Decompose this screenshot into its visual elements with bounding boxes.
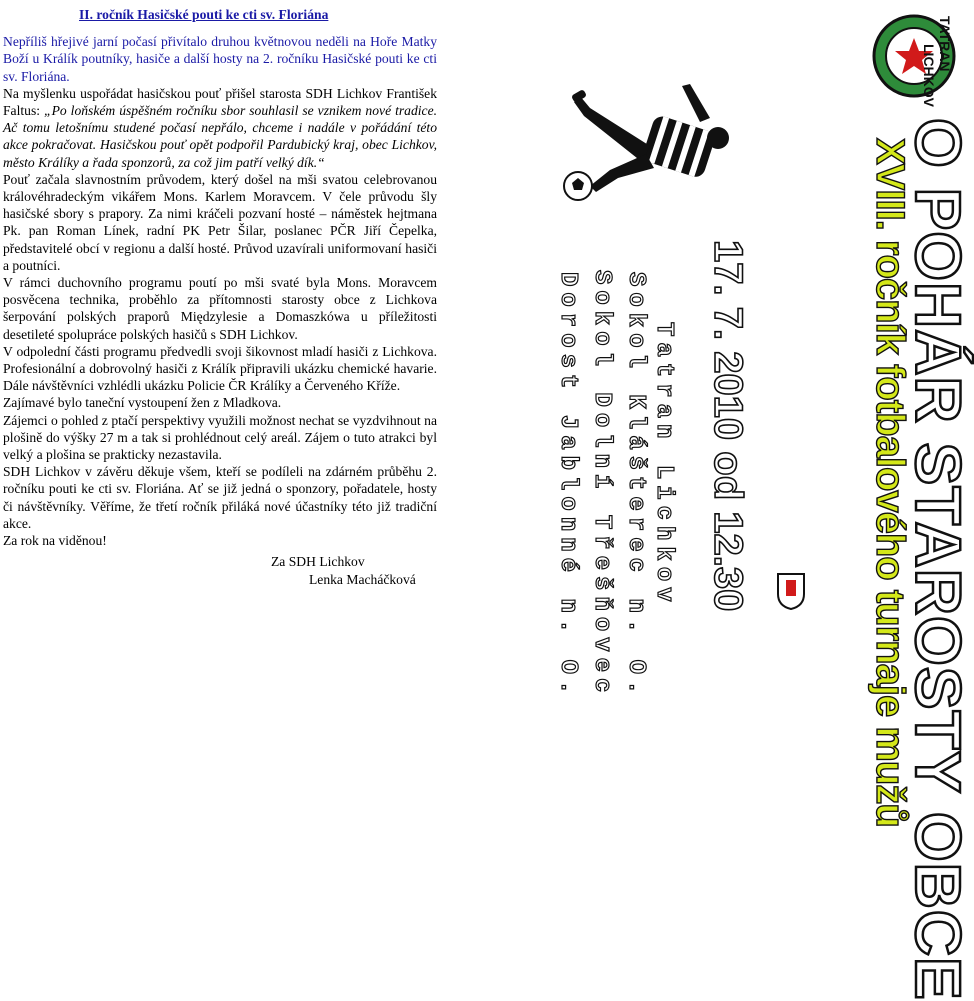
poster-headline: O POHÁR STAROSTY OBCE — [902, 118, 974, 1001]
article-title: II. ročník Hasičské pouti ke cti sv. Floriána — [79, 7, 329, 22]
team-1: Tatran Lichkov — [650, 322, 677, 608]
article-paragraph-quote — [3, 85, 437, 171]
poster-subtitle: XVIII. ročník fotbalového turnaje mužů — [868, 138, 912, 827]
article-paragraph-procession: Pouť začala slavnostním průvodem, který došel na mši svatou celebrovanou královéhradeckým vikářem Mons. Karlem Moravcem. V čele průvodu šly hasičské sbory s prapory. Za nimi kráčeli pozvaní hosté – náměstek hejtmana Pk. pan Roman Línek, radní PK Petr Šilar, poslanec PČR Jiří Čepelka, představitelé obcí v regionu a další hosté. Průvod uzavírali uniformovaní hasiči a poutníci. — [3, 171, 437, 273]
quote-lead: Na myšlenku uspořádat hasičskou pouť přišel starosta SDH Lichkov František Faltus: — [3, 85, 437, 119]
poster-date: 17. 7. 2010 od 12.30 — [706, 240, 750, 612]
article-paragraph-dance: Zajímavé bylo taneční vystoupení žen z Mladkova. — [3, 395, 282, 411]
article — [3, 6, 437, 588]
team-2: Sokol Klášterec n. O. — [622, 272, 649, 701]
team-4: Dorost Jablonné n. O. — [554, 272, 581, 701]
city-arms-icon — [776, 570, 806, 610]
signature-org: Za SDH Lichkov — [271, 554, 365, 570]
article-paragraph-afternoon: V odpolední části programu předvedli svoji šikovnost mladí hasiči z Lichkova. Profesionální a dobrovolný hasiči z Králík připravili ukázku chemické havarie. Dále návštěvníci vzhlédli ukázku Policie ČR Králíky a Červeného Kříže. — [3, 343, 437, 394]
article-paragraph-farewell: Za rok na viděnou! — [3, 533, 107, 549]
team-3: Sokol Dolní Třešňovec — [588, 270, 615, 699]
quote-text: „Po loňském úspěšném ročníku sbor souhlasil se vznikem nové tradice. Ač tomu letošnímu studené počasí nepřálo, chceme i nadále v pořádání této akce pokračovat. Hasičskou pouť opět podpořil Pardubický kraj, obec Lichkov, město Králíky a řada sponzorů, za což jim patří velký dík.“ — [3, 103, 437, 170]
club-crest-logo — [870, 4, 964, 114]
article-paragraph-thanks: SDH Lichkov v závěru děkuje všem, kteří se podíleli na zdárném průběhu 2. ročníku pouti ke cti sv. Floriána. Ať se již jedná o sponzory, pořadatele, hosty či návštěvníky. Věříme, že třetí ročník přiláká nové účastníky této již tradiční akce. — [3, 464, 437, 531]
football-player-image — [550, 78, 740, 208]
signature-name: Lenka Macháčková — [309, 571, 416, 587]
tournament-poster — [540, 0, 974, 1001]
article-paragraph-mass: V rámci duchovního programu poutí po mši svaté byla Mons. Moravcem posvěcena technika, proběhlo za přítomnosti starosty obce z Lichkova šerpování polských praporů Międzylesie a Domaszkówa u příležitosti desetileté spolupráce polských hasičů s SDH Lichkov. — [3, 275, 437, 342]
article-intro: Nepříliš hřejivé jarní počasí přivítalo druhou květnovou neděli na Hoře Matky Boží u Králík poutníky, hasiče a další hosty na 2. ročníku Hasičské pouti ke cti sv. Floriána. — [3, 34, 437, 84]
signature — [271, 553, 437, 587]
svg-text:LICHKOV: LICHKOV — [921, 44, 937, 107]
svg-text:TATRAN: TATRAN — [937, 16, 953, 72]
article-paragraph-platform: Zájemci o pohled z ptačí perspektivy využili možnost nechat se vyzdvihnout na plošině do výšky 27 m a tak si prohlédnout celý areál. Zájem o tuto atrakci byl velký a plošina se prakticky nezastavila. — [3, 412, 437, 463]
